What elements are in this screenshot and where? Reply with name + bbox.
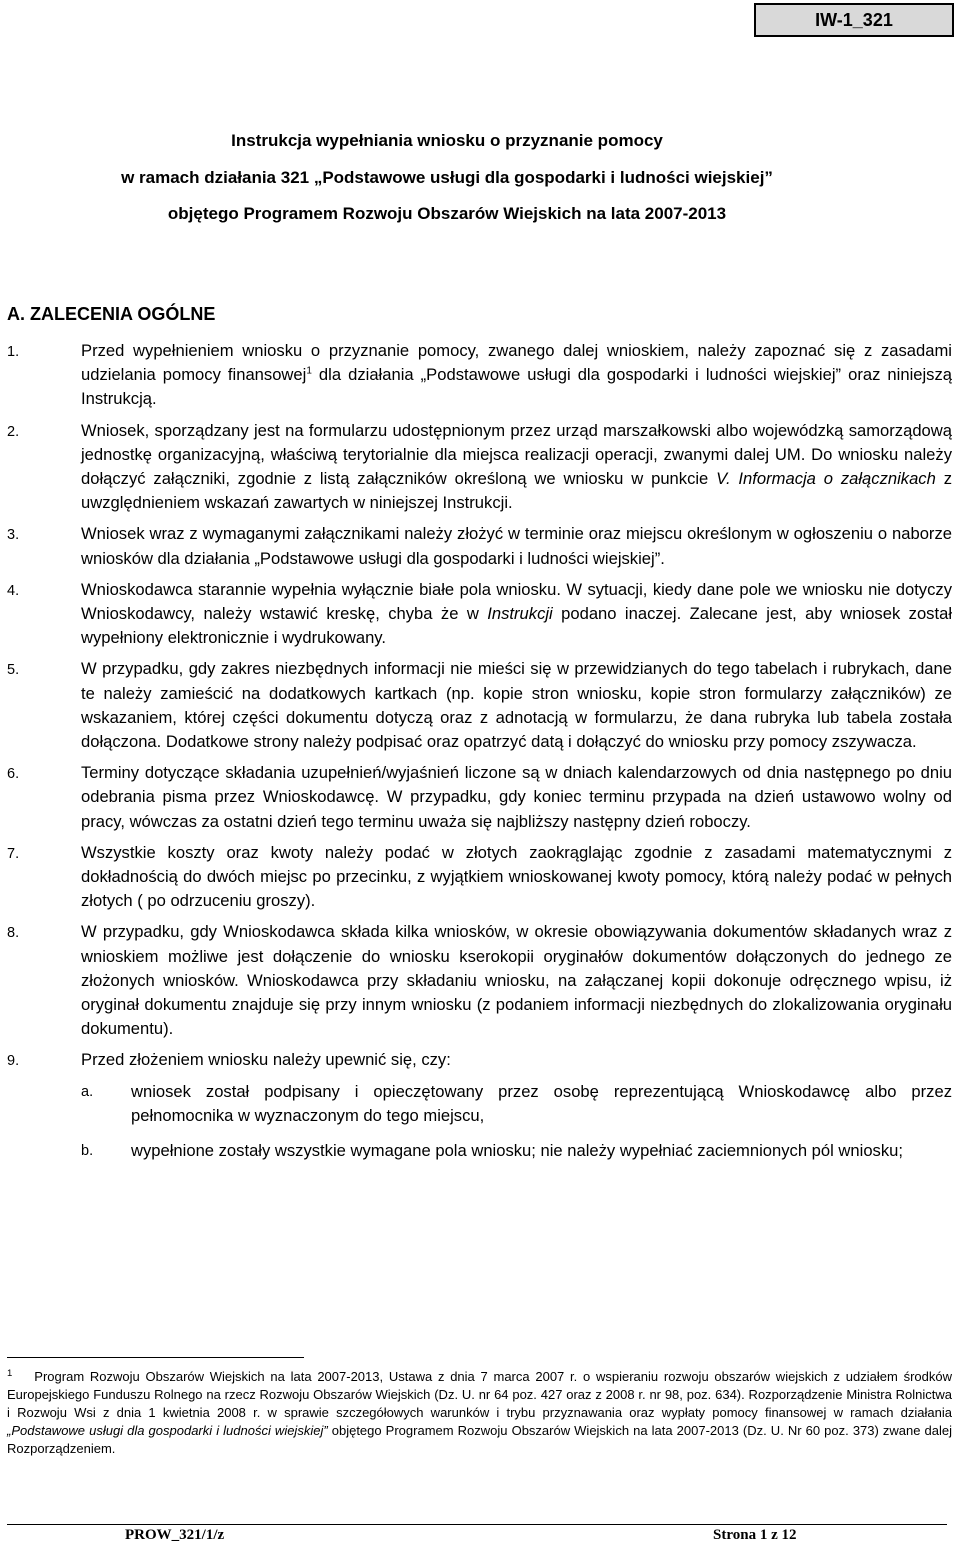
item-text — [81, 578, 952, 651]
item-number: 7. — [7, 845, 20, 862]
item-text — [81, 339, 952, 412]
footnote-text-italic: „Podstawowe usługi dla gospodarki i ludności wiejskiej” — [7, 1423, 328, 1438]
item-text: Wszystkie koszty oraz kwoty należy podać w złotych zaokrąglając zgodnie z zasadami matematycznymi z dokładnością do dwóch miejsc po przecinku, z wyjątkiem wnioskowanej kwoty pomocy, którą należy podać w pełnych złotych ( po odrzuceniu groszy). — [81, 842, 952, 911]
item-text-part: z uwzględnieniem wskazań zawartych w niniejszej Instrukcji. — [81, 469, 952, 513]
list-item — [7, 522, 952, 570]
item-text — [81, 1048, 952, 1174]
list-item — [7, 920, 952, 1041]
footer-separator — [7, 1524, 947, 1525]
document-code-box — [754, 3, 954, 37]
item-number: 1. — [7, 344, 20, 360]
document-title — [0, 123, 894, 233]
checklist-letter: a. — [81, 1083, 94, 1100]
footnote — [7, 1368, 952, 1458]
item-text: Terminy dotyczące składania uzupełnień/wyjaśnień liczone są w dniach kalendarzowych od dnia następnego po dniu odebrania pisma przez Wnioskodawcę. W przypadku, gdy koniec terminu przypada na dzień ustawowo wolny od pracy, wówczas za ostatni dzień tego terminu uważa się najbliższy następny dzień roboczy. — [81, 763, 952, 831]
footnote-text: objętego Programem Rozwoju Obszarów Wiejskich na lata 2007-2013 (Dz. U. Nr 60 poz. 373) zwane dalej Rozporządzeniem. — [7, 1423, 953, 1456]
item-text-part: Przed wypełnieniem wniosku o przyznanie pomocy, zwanego dalej wnioskiem, należy zapoznać się z zasadami udzielania pomocy finansowej — [81, 341, 952, 385]
list-item — [7, 419, 952, 516]
list-item — [7, 657, 952, 754]
footnote-reference[interactable]: 1 — [306, 365, 312, 377]
section-heading: A. ZALECENIA OGÓLNE — [7, 304, 216, 324]
footnote-mark: 1 — [7, 1367, 13, 1379]
item-number: 5. — [7, 662, 20, 679]
item-text-part: podano inaczej. Zalecane jest, aby wniosek został wypełniony elektronicznie i wydrukowany. — [81, 604, 953, 648]
item-number: 3. — [7, 527, 20, 544]
item-number: 6. — [7, 766, 20, 783]
footnote-separator — [7, 1357, 304, 1358]
list-item — [7, 578, 952, 651]
document-code: IW-1_321 — [815, 9, 893, 30]
checklist-item — [81, 1080, 952, 1128]
checklist-letter: b. — [81, 1143, 94, 1160]
title-line-1: Instrukcja wypełniania wniosku o przyznanie pomocy — [231, 131, 663, 150]
item-text-italic: Instrukcji — [487, 604, 553, 624]
footer-document-id: PROW_321/1/z — [125, 1527, 225, 1543]
item-text-part: Wnioskodawca starannie wypełnia wyłącznie białe pola wniosku. W sytuacji, kiedy dane pole we wniosku nie dotyczy Wnioskodawcy, należy wstawić kreskę, chyba że w — [81, 579, 952, 624]
item-number: 2. — [7, 423, 20, 440]
title-line-2: w ramach działania 321 „Podstawowe usługi dla gospodarki i ludności wiejskiej” — [121, 167, 773, 187]
checklist — [81, 1080, 952, 1164]
item-text: Wniosek wraz z wymaganymi załącznikami należy złożyć w terminie oraz miejscu określonym w ogłoszeniu o naborze wniosków dla działania „Podstawowe usługi dla gospodarki i ludności wiejskiej”. — [81, 524, 952, 568]
item-text: W przypadku, gdy Wnioskodawca składa kilka wniosków, w okresie obowiązywania dokumentów składanych wraz z wnioskiem możliwe jest dołączenie do wniosku kserokopii oryginałów dokumentów dołączonych do jednego ze złożonych wniosków. Wnioskodawca przy składaniu wniosku, na załączanej kopii dokonuje odręcznego wpisu, iż oryginał dokumentu znajduje się przy innym wniosku (z podaniem informacji niezbędnych do zlokalizowania oryginału dokumentu). — [81, 922, 952, 1039]
list-item — [7, 761, 952, 834]
item-number: 9. — [7, 1053, 20, 1070]
item-text-part: dla działania „Podstawowe usługi dla gospodarki i ludności wiejskiej” oraz niniejszą Instrukcją. — [81, 365, 952, 409]
checklist-text: wypełnione zostały wszystkie wymagane pola wniosku; nie należy wypełniać zaciemnionych pól wniosku; — [131, 1141, 903, 1161]
item-text-part: Wniosek, sporządzany jest na formularzu udostępnionym przez urząd marszałkowski albo wojewódzką samorządową jednostkę organizacyjną, właściwą terytorialnie dla miejsca realizacji operacji, zwanymi dalej UM. Do wniosku należy dołączyć załączniki, zgodnie z listą załączników określoną we wniosku w punkcie — [81, 420, 952, 489]
item-text-italic: V. Informacja o załącznikach — [716, 469, 936, 489]
item-text — [81, 419, 952, 516]
footnote-text: Program Rozwoju Obszarów Wiejskich na lata 2007-2013, Ustawa z dnia 7 marca 2007 r. o wspieraniu rozwoju obszarów wiejskich z udziałem środków Europejskiego Funduszu Rolnego na rzecz Rozwoju Obszarów Wiejskich (Dz. U. nr 64 poz. 427 oraz z 2008 r. nr 98, poz. 634). Rozporządzenie Ministra Rolnictwa i Rozwoju Wsi z dnia 1 kwietnia 2008 r. w sprawie szczegółowych warunków i trybu przyznawania oraz wypłaty pomocy finansowej w ramach działania — [7, 1369, 952, 1420]
list-item — [7, 1048, 952, 1174]
list-item — [7, 339, 952, 412]
checklist-text: wniosek został podpisany i opieczętowany przez osobę reprezentującą Wnioskodawcę albo przez pełnomocnika w wyznaczonym do tego miejscu, — [131, 1081, 952, 1125]
item-text: W przypadku, gdy zakres niezbędnych informacji nie mieści się w przewidzianych do tego tabelach i rubrykach, dane te należy zamieścić na dodatkowych kartkach (np. kopie stron wniosku, kopie stron formularzy załączników) ze wskazaniem, której części dokumentu dotyczą oraz z adnotacją w formularzu, że dana rubryka lub tabela została dołączona. Dodatkowe strony należy podpisać oraz opatrzyć datą i dołączyć do wniosku przy pomocy zszywacza. — [81, 659, 952, 752]
list-item — [7, 841, 952, 914]
title-line-3: objętego Programem Rozwoju Obszarów Wiejskich na lata 2007-2013 — [167, 204, 727, 223]
checklist-item — [81, 1139, 952, 1163]
item-number: 4. — [7, 582, 20, 599]
item-text-part: Przed złożeniem wniosku należy upewnić się, czy: — [81, 1050, 451, 1070]
footer-page-number: Strona 1 z 12 — [713, 1527, 797, 1543]
item-number: 8. — [7, 925, 20, 942]
instructions-list — [7, 339, 952, 1181]
